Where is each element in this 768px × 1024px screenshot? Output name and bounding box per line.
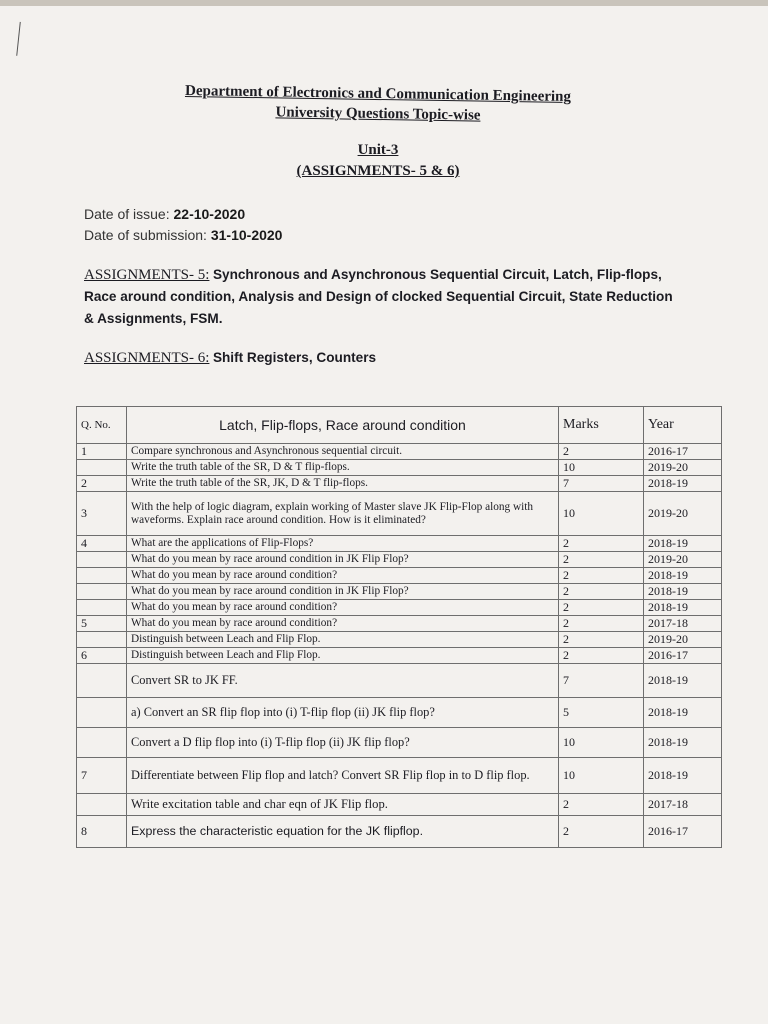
- question-marks: 2: [559, 568, 644, 584]
- assignment-6: [84, 347, 684, 369]
- table-row: [77, 664, 722, 698]
- question-text: Express the characteristic equation for the JK flipflop.: [127, 816, 559, 848]
- question-number: 7: [77, 758, 127, 794]
- question-marks: 2: [559, 816, 644, 848]
- question-number: 2: [77, 476, 127, 492]
- table-row: [77, 568, 722, 584]
- question-marks: 7: [559, 476, 644, 492]
- question-marks: 2: [559, 632, 644, 648]
- question-text: What do you mean by race around condition?: [127, 616, 559, 632]
- question-year: 2018-19: [644, 568, 722, 584]
- question-number: 4: [77, 536, 127, 552]
- question-marks: 2: [559, 444, 644, 460]
- question-text: Compare synchronous and Asynchronous sequential circuit.: [127, 444, 559, 460]
- question-text: What do you mean by race around condition?: [127, 600, 559, 616]
- department-heading: Department of Electronics and Communication Engineering: [184, 82, 572, 106]
- question-year: 2018-19: [644, 664, 722, 698]
- year-header: Year: [644, 407, 722, 444]
- question-number: 5: [77, 616, 127, 632]
- question-text: What do you mean by race around condition in JK Flip Flop?: [127, 552, 559, 568]
- question-number: [77, 568, 127, 584]
- question-number: [77, 698, 127, 728]
- table-row: [77, 584, 722, 600]
- table-row: [77, 728, 722, 758]
- question-marks: 2: [559, 600, 644, 616]
- question-year: 2019-20: [644, 632, 722, 648]
- pen-mark: [16, 22, 24, 56]
- issue-date-value: 22-10-2020: [173, 206, 246, 222]
- question-text: a) Convert an SR flip flop into (i) T-flip flop (ii) JK flip flop?: [127, 698, 559, 728]
- question-marks: 5: [559, 698, 644, 728]
- table-row: [77, 600, 722, 616]
- table-row: [77, 648, 722, 664]
- question-year: 2017-18: [644, 794, 722, 816]
- question-year: 2018-19: [644, 728, 722, 758]
- question-year: 2019-20: [644, 552, 722, 568]
- unit-heading: Unit-3: [357, 142, 399, 158]
- question-number: [77, 552, 127, 568]
- question-year: 2016-17: [644, 444, 722, 460]
- question-marks: 2: [559, 536, 644, 552]
- question-year: 2017-18: [644, 616, 722, 632]
- table-row: [77, 536, 722, 552]
- question-year: 2018-19: [644, 698, 722, 728]
- question-number: [77, 632, 127, 648]
- question-text: Write the truth table of the SR, D & T flip-flops.: [127, 460, 559, 476]
- question-year: 2018-19: [644, 600, 722, 616]
- question-year: 2016-17: [644, 816, 722, 848]
- question-marks: 10: [559, 758, 644, 794]
- table-row: [77, 698, 722, 728]
- question-year: 2018-19: [644, 584, 722, 600]
- question-marks: 2: [559, 584, 644, 600]
- question-text: What do you mean by race around condition in JK Flip Flop?: [127, 584, 559, 600]
- submission-date-label: Date of submission:: [84, 227, 207, 243]
- question-marks: 2: [559, 648, 644, 664]
- question-number: [77, 600, 127, 616]
- question-marks: 10: [559, 460, 644, 476]
- table-row: [77, 492, 722, 536]
- table-row: [77, 460, 722, 476]
- assignment-5-label: ASSIGNMENTS- 5:: [84, 267, 210, 283]
- table-row: [77, 444, 722, 460]
- question-text: With the help of logic diagram, explain working of Master slave JK Flip-Flop along with waveforms. Explain race around condition. How is it eliminated?: [127, 492, 559, 536]
- table-row: [77, 758, 722, 794]
- question-year: 2018-19: [644, 476, 722, 492]
- questions-table: [76, 406, 722, 848]
- question-number: [77, 728, 127, 758]
- question-text: What are the applications of Flip-Flops?: [127, 536, 559, 552]
- question-number: 8: [77, 816, 127, 848]
- question-text: Write the truth table of the SR, JK, D & T flip-flops.: [127, 476, 559, 492]
- table-row: [77, 552, 722, 568]
- question-text: Convert a D flip flop into (i) T-flip flop (ii) JK flip flop?: [127, 728, 559, 758]
- question-number: 1: [77, 444, 127, 460]
- marks-header: Marks: [559, 407, 644, 444]
- question-year: 2016-17: [644, 648, 722, 664]
- table-row: [77, 616, 722, 632]
- question-number: [77, 664, 127, 698]
- question-year: 2019-20: [644, 492, 722, 536]
- questions-body: [77, 444, 722, 848]
- question-marks: 10: [559, 728, 644, 758]
- question-text: Differentiate between Flip flop and latch? Convert SR Flip flop in to D flip flop.: [127, 758, 559, 794]
- table-row: [77, 794, 722, 816]
- scan-edge: [0, 0, 768, 6]
- question-text: Distinguish between Leach and Flip Flop.: [127, 648, 559, 664]
- assignment-6-label: ASSIGNMENTS- 6:: [84, 350, 210, 366]
- topic-header: Latch, Flip-flops, Race around condition: [127, 407, 559, 444]
- question-year: 2018-19: [644, 758, 722, 794]
- assignments-heading: (ASSIGNMENTS- 5 & 6): [296, 163, 460, 179]
- question-marks: 2: [559, 552, 644, 568]
- submission-date: [84, 227, 282, 243]
- question-text: What do you mean by race around condition?: [127, 568, 559, 584]
- table-row: [77, 476, 722, 492]
- issue-date-label: Date of issue:: [84, 206, 170, 222]
- table-header-row: [77, 407, 722, 444]
- question-number: 6: [77, 648, 127, 664]
- subtitle-heading: University Questions Topic-wise: [275, 104, 481, 124]
- question-marks: 2: [559, 794, 644, 816]
- issue-date: [84, 206, 245, 222]
- question-number: [77, 794, 127, 816]
- submission-date-value: 31-10-2020: [210, 227, 283, 243]
- table-row: [77, 632, 722, 648]
- assignment-5: [84, 264, 684, 330]
- question-marks: 10: [559, 492, 644, 536]
- assignment-5-topics: Synchronous and Asynchronous Sequential Circuit, Latch, Flip-flops, Race around condition, Analysis and Design of clocked Sequential Circuit, State Reduction & Assignments, FSM.: [84, 267, 673, 326]
- question-text: Convert SR to JK FF.: [127, 664, 559, 698]
- question-number: 3: [77, 492, 127, 536]
- question-number: [77, 460, 127, 476]
- question-marks: 2: [559, 616, 644, 632]
- question-number: [77, 584, 127, 600]
- question-year: 2019-20: [644, 460, 722, 476]
- assignment-6-topics: Shift Registers, Counters: [212, 350, 377, 365]
- question-marks: 7: [559, 664, 644, 698]
- table-row: [77, 816, 722, 848]
- question-text: Distinguish between Leach and Flip Flop.: [127, 632, 559, 648]
- question-text: Write excitation table and char eqn of JK Flip flop.: [127, 794, 559, 816]
- question-year: 2018-19: [644, 536, 722, 552]
- qno-header: Q. No.: [77, 407, 127, 444]
